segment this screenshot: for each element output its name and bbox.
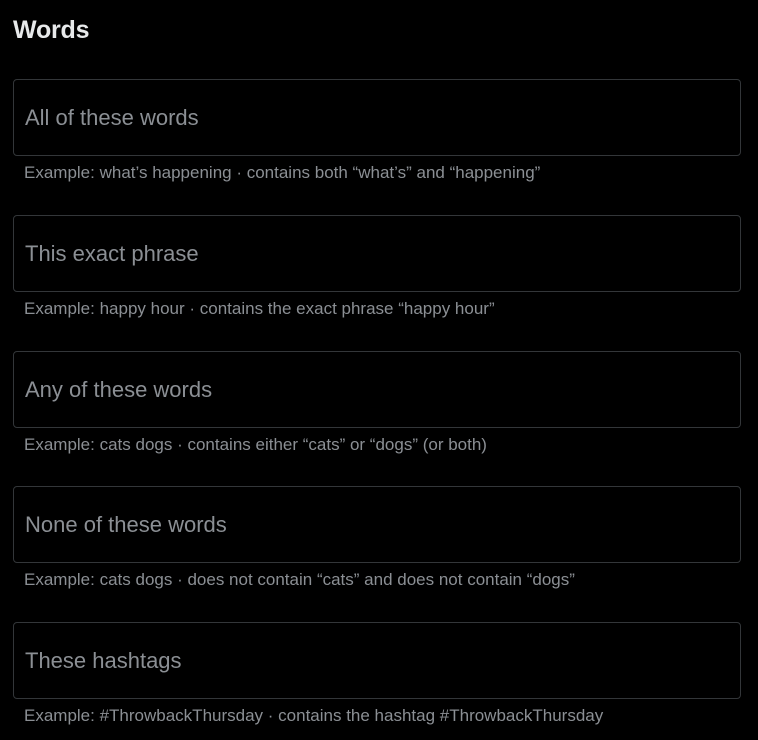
none-words-hint: Example: cats dogs · does not contain “cats” and does not contain “dogs” [24, 570, 575, 589]
any-words-input-box[interactable] [13, 351, 741, 428]
hashtags-field [13, 622, 741, 726]
any-words-hint: Example: cats dogs · contains either “cats” or “dogs” (or both) [24, 435, 487, 454]
hashtags-hint: Example: #ThrowbackThursday · contains the hashtag #ThrowbackThursday [24, 706, 604, 725]
none-words-field [13, 486, 741, 590]
all-words-hint: Example: what’s happening · contains both “what’s” and “happening” [24, 163, 541, 182]
section-title-words: Words [13, 16, 90, 44]
exact-phrase-hint: Example: happy hour · contains the exact phrase “happy hour” [24, 299, 495, 318]
none-words-input[interactable] [14, 487, 740, 562]
exact-phrase-input[interactable] [14, 216, 740, 291]
all-words-field [13, 79, 741, 183]
hashtags-input-box[interactable] [13, 622, 741, 699]
any-words-field [13, 351, 741, 455]
exact-phrase-field [13, 215, 741, 319]
any-words-input[interactable] [14, 352, 740, 427]
all-words-input[interactable] [14, 80, 740, 155]
none-words-input-box[interactable] [13, 486, 741, 563]
exact-phrase-input-box[interactable] [13, 215, 741, 292]
hashtags-input[interactable] [14, 623, 740, 698]
all-words-input-box[interactable] [13, 79, 741, 156]
